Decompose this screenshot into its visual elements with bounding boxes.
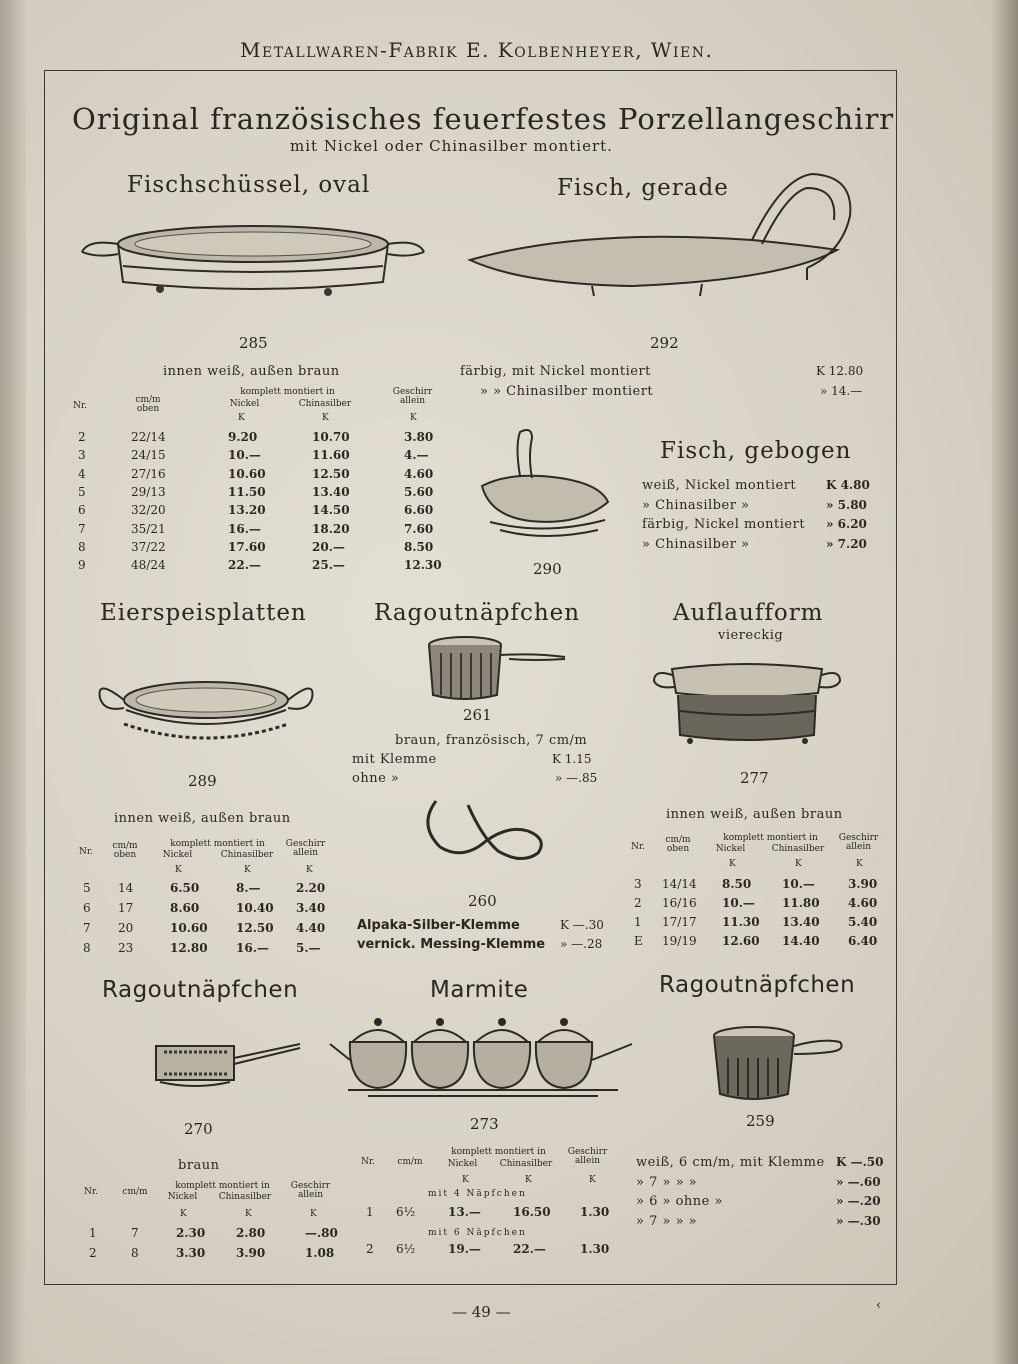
row-chinasilber: 10.40 [236,901,274,915]
row-nickel: 10.60 [228,466,266,481]
col-nickel: Nickel [162,850,193,860]
row-size: 37/22 [131,539,166,554]
row-chinasilber: 11.80 [782,896,820,910]
page-subtitle: mit Nickel oder Chinasilber montiert. [290,137,613,155]
auflaufform-heading: Auflaufform [673,600,824,626]
price-line-label: färbig, Nickel montiert [642,517,806,532]
marmite-spout [330,1044,350,1060]
col-china: Chinasilber [218,1192,272,1202]
fisch-gebogen-heading: Fisch, gebogen [660,438,852,464]
row-nr: 2 [78,430,86,444]
currency-k: K [795,859,802,869]
marmite-pot [350,1042,406,1088]
currency-k: K [244,865,251,875]
page-edge [992,0,1018,1364]
fischschuessel-illustration [78,214,428,304]
row-nickel: 11.50 [228,484,266,499]
col-nickel: Nickel [447,1159,478,1169]
row-chinasilber: 16.— [236,941,269,955]
row-nickel: 8.60 [170,901,200,915]
col-nr: Nr. [630,842,646,852]
currency-k: K [856,859,863,869]
row-geschirr: 4.60 [404,466,434,481]
page-number: — 49 — [452,1303,511,1321]
col-group: komplett montiert in [723,833,818,843]
page-title: Original französisches feuerfestes Porzellangeschirr [72,102,895,136]
row-chinasilber: 12.50 [312,466,350,481]
ragout261-illustration [425,635,575,703]
corner-mark: ‹ [876,1298,882,1313]
row-chinasilber: 14.50 [312,503,350,518]
row-size: 17/17 [662,915,697,929]
price-line-label: weiß, Nickel montiert [642,478,797,493]
row-nickel: 22.— [228,558,261,573]
ragout261-line2: ohne » [352,771,400,786]
klemme260-line1: Alpaka-Silber-Klemme [357,918,520,933]
row-chinasilber: 18.20 [312,521,350,536]
ragout270-number: 270 [184,1120,213,1138]
row-nr: 6 [83,901,91,915]
col-geschirr: Geschirr allein [567,1147,608,1166]
col-group: komplett montiert in [240,387,335,397]
row-chinasilber: 13.40 [312,484,350,499]
auflaufform-number: 277 [740,769,769,787]
row-chinasilber: 2.80 [236,1226,266,1240]
marmite-pot [474,1042,530,1088]
currency-k: K [462,1175,469,1185]
row-size: 20 [118,921,134,935]
row-chinasilber: 14.40 [782,934,820,948]
price-line-label: weiß, 6 cm/m, mit Klemme [636,1155,825,1170]
marmite-sub2: mit 6 Näpfchen [428,1228,527,1238]
row-nr: 7 [78,521,86,536]
price-line-label: » Chinasilber » [642,536,750,552]
price-line-value: » —.30 [836,1213,881,1228]
col-china: Chinasilber [771,844,825,854]
marmite-number: 273 [470,1115,499,1133]
row-nickel: 16.— [228,521,261,536]
currency-k: K [180,1209,187,1219]
row-chinasilber: 10.70 [312,430,350,444]
ragout261-line1: mit Klemme [352,752,437,767]
row-size: 7 [131,1226,139,1240]
price-line-label: » 7 » » » [636,1174,698,1190]
row-size: 6½ [396,1205,416,1219]
marmite-heading: Marmite [430,977,529,1003]
row-geschirr: 5.— [296,941,321,955]
row-size: 8 [131,1246,139,1260]
row-nickel: 13.20 [228,503,266,518]
row-nickel: 12.80 [170,941,208,955]
row-size: 16/16 [662,896,697,910]
col-group: komplett montiert in [451,1147,546,1157]
price-line-label: » 6 » ohne » [636,1194,723,1209]
row-chinasilber: 3.90 [236,1246,266,1260]
row-size: 19/19 [662,934,697,948]
row-chinasilber: 25.— [312,558,345,573]
ragout259-illustration [710,1024,850,1104]
row-chinasilber: 22.— [513,1242,546,1256]
price-line-label: » 7 » » » [636,1213,698,1229]
col-group: komplett montiert in [175,1181,270,1191]
auflaufform-illustration [650,655,845,750]
price-line-value: » 5.80 [826,497,867,512]
ragout270-illustration [150,1038,305,1093]
row-nickel: 10.— [722,896,755,910]
fisch-gerade-price2: » 14.— [820,384,863,398]
row-size: 14/14 [662,877,697,891]
row-nr: 3 [78,448,86,463]
currency-k: K [322,413,329,423]
row-chinasilber: 12.50 [236,921,274,935]
row-nr: 5 [78,484,86,499]
marmite-lid [476,1030,528,1042]
row-geschirr: 4.40 [296,921,326,935]
fisch-gerade-heading: Fisch, gerade [557,175,729,201]
row-nickel: 2.30 [176,1226,206,1240]
row-geschirr: 6.60 [404,503,434,518]
currency-k: K [306,865,313,875]
col-size: cm/m oben [112,841,138,860]
row-geschirr: —.80 [305,1226,338,1240]
klemme260-price1: K —.30 [560,918,604,932]
row-geschirr: 1.30 [580,1242,610,1256]
marmite-knob [560,1018,568,1026]
col-china: Chinasilber [220,850,274,860]
auflaufform-note: innen weiß, außen braun [666,807,843,822]
price-line-value: K —.50 [836,1155,884,1169]
row-geschirr: 12.30 [404,558,442,573]
price-line-value: » —.60 [836,1174,881,1189]
row-geschirr: 3.40 [296,901,326,915]
marmite-lid [352,1030,404,1042]
marmite-spout [592,1044,632,1060]
col-size: cm/m [122,1187,148,1197]
row-size: 35/21 [131,521,166,536]
ragout259-number: 259 [746,1112,775,1130]
row-nr: 3 [634,877,642,891]
row-geschirr: 5.60 [404,484,434,499]
row-geschirr: 7.60 [404,521,434,536]
eierspeisplatten-illustration [94,668,319,753]
row-nr: 6 [78,503,86,518]
row-chinasilber: 8.— [236,881,261,895]
row-geschirr: 1.08 [305,1246,335,1260]
marmite-lid [538,1030,590,1042]
row-nr: 1 [89,1226,97,1240]
page-header: Metallwaren-Fabrik E. Kolbenheyer, Wien. [240,38,714,62]
marmite-sub1: mit 4 Näpfchen [428,1189,527,1199]
book-spine [0,0,26,1364]
col-geschirr: Geschirr allein [290,1181,331,1200]
eierspeisplatten-number: 289 [188,772,217,790]
row-geschirr: 3.90 [848,877,878,891]
col-size: cm/m [397,1157,423,1167]
row-nickel: 17.60 [228,539,266,554]
col-geschirr: Geschirr allein [285,839,326,858]
row-nickel: 8.50 [722,877,752,891]
row-nickel: 3.30 [176,1246,206,1260]
col-group: komplett montiert in [170,839,265,849]
row-nickel: 6.50 [170,881,200,895]
col-nickel: Nickel [715,844,746,854]
row-geschirr: 5.40 [848,915,878,929]
col-nickel: Nickel [229,399,260,409]
klemme260-line2: vernick. Messing-Klemme [357,937,546,952]
col-nr: Nr. [78,847,94,857]
row-nr: 2 [366,1242,374,1256]
row-chinasilber: 10.— [782,877,815,891]
row-geschirr: 2.20 [296,881,326,895]
row-nr: 9 [78,558,86,573]
ragout270-note: braun [178,1158,220,1173]
price-line-label: » Chinasilber » [642,497,750,513]
currency-k: K [245,1209,252,1219]
currency-k: K [238,413,245,423]
auflaufform-sub: viereckig [718,628,784,643]
price-line-value: » 6.20 [826,517,867,531]
col-nickel: Nickel [167,1192,198,1202]
col-china: Chinasilber [298,399,352,409]
row-size: 24/15 [131,448,166,463]
fisch-gerade-illustration [462,168,862,303]
row-geschirr: 4.60 [848,896,878,910]
marmite-knob [374,1018,382,1026]
marmite-pot [412,1042,468,1088]
row-nickel: 13.— [448,1205,481,1219]
col-geschirr: Geschirr allein [392,387,433,406]
currency-k: K [525,1175,532,1185]
klemme260-price2: » —.28 [560,937,603,951]
marmite-pot [536,1042,592,1088]
currency-k: K [310,1209,317,1219]
currency-k: K [589,1175,596,1185]
row-nr: 4 [78,466,86,481]
row-nickel: 9.20 [228,430,258,444]
row-size: 6½ [396,1242,416,1256]
col-nr: Nr. [72,401,88,411]
col-size: cm/m oben [135,395,161,414]
row-nr: 5 [83,881,91,895]
ragout261-price2: » —.85 [555,771,598,785]
marmite-knob [498,1018,506,1026]
row-size: 32/20 [131,503,166,518]
row-size: 22/14 [131,430,166,444]
col-size: cm/m oben [665,835,691,854]
row-size: 14 [118,881,134,895]
ragout259-heading: Ragoutnäpfchen [659,972,856,998]
row-nickel: 19.— [448,1242,481,1256]
eierspeisplatten-note: innen weiß, außen braun [114,811,291,826]
row-nr: 1 [634,915,642,929]
row-nr: 1 [366,1205,374,1219]
currency-k: K [410,413,417,423]
currency-k: K [175,865,182,875]
ragout261-price1: K 1.15 [552,752,592,766]
row-geschirr: 4.— [404,448,429,463]
col-nr: Nr. [360,1157,376,1167]
row-geschirr: 3.80 [404,430,434,444]
row-size: 29/13 [131,484,166,499]
marmite-knob [436,1018,444,1026]
col-geschirr: Geschirr allein [838,833,879,852]
row-size: 17 [118,901,134,915]
klemme260-illustration [418,795,553,880]
row-geschirr: 8.50 [404,539,434,554]
eierspeisplatten-heading: Eierspeisplatten [100,600,307,626]
row-nickel: 10.— [228,448,261,463]
row-chinasilber: 11.60 [312,448,350,463]
fischschuessel-heading: Fischschüssel, oval [127,172,371,198]
price-line-value: K 4.80 [826,478,870,492]
row-nr: 8 [78,539,86,554]
fisch-gebogen-illustration [470,426,620,551]
price-line-value: » 7.20 [826,536,867,551]
row-nr: 2 [89,1246,97,1260]
marmite-illustration [328,1010,636,1100]
row-size: 48/24 [131,558,166,573]
row-chinasilber: 20.— [312,539,345,554]
currency-k: K [729,859,736,869]
ragout261-note: braun, französisch, 7 cm/m [395,733,588,748]
fisch-gerade-line2: » » Chinasilber montiert [480,384,654,399]
row-geschirr: 1.30 [580,1205,610,1219]
fischschuessel-number: 285 [239,334,268,352]
ragout270-heading: Ragoutnäpfchen [102,977,299,1003]
fisch-gerade-line1: färbig, mit Nickel montiert [460,364,651,379]
fisch-gerade-price1: K 12.80 [816,364,864,378]
klemme260-number: 260 [468,892,497,910]
row-chinasilber: 16.50 [513,1205,551,1219]
marmite-lid [414,1030,466,1042]
row-size: 23 [118,941,134,955]
col-china: Chinasilber [499,1159,553,1169]
fisch-gerade-number: 292 [650,334,679,352]
row-nr: 7 [83,921,91,935]
fischschuessel-note: innen weiß, außen braun [163,364,340,379]
fisch-gebogen-number: 290 [533,560,562,578]
ragout261-number: 261 [463,706,492,724]
row-nickel: 12.60 [722,934,760,948]
ragout261-heading: Ragoutnäpfchen [374,600,581,626]
row-chinasilber: 13.40 [782,915,820,929]
row-geschirr: 6.40 [848,934,878,948]
row-nickel: 11.30 [722,915,760,929]
row-size: 27/16 [131,466,166,481]
col-nr: Nr. [83,1187,99,1197]
row-nr: 2 [634,896,642,910]
row-nr: E [634,934,643,948]
row-nickel: 10.60 [170,921,208,935]
price-line-value: » —.20 [836,1194,881,1208]
row-nr: 8 [83,941,91,955]
